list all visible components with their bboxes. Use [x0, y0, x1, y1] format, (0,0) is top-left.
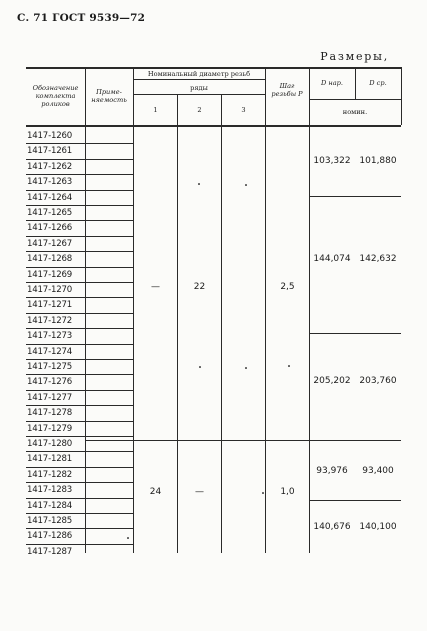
- header-d-nar: D нар.: [321, 79, 343, 87]
- header-nominal-diameter: Номинальный диаметр резьб: [147, 70, 251, 78]
- header-designation: Обозначение комплекта роликов: [32, 84, 79, 108]
- row-code: 1417-1287: [27, 546, 73, 557]
- header-col-divider: [265, 67, 266, 125]
- row-code: 1417-1261: [27, 146, 73, 157]
- group2-series-2: —: [195, 487, 204, 497]
- header-divider: [309, 99, 401, 100]
- group1-pitch: 2,5: [280, 282, 295, 292]
- subgroup-separator: [309, 440, 401, 441]
- scan-dot: [288, 365, 290, 367]
- header-pitch: Шаг резьбы P: [271, 82, 303, 98]
- row-divider: [26, 220, 133, 221]
- header-series: ряды: [190, 84, 208, 92]
- row-divider: [26, 467, 133, 468]
- row-divider: [26, 498, 133, 499]
- row-divider: [26, 513, 133, 514]
- row-divider: [26, 190, 133, 191]
- page-header: С. 71 ГОСТ 9539—72: [17, 12, 146, 24]
- table-top-border: [26, 67, 401, 69]
- row-code: 1417-1275: [27, 362, 73, 372]
- row-code: 1417-1286: [27, 531, 73, 542]
- row-divider: [26, 451, 133, 452]
- scan-dot: [245, 184, 247, 186]
- row-divider: [26, 528, 133, 529]
- subgroup-separator: [309, 500, 401, 501]
- header-series-1: 1: [153, 106, 158, 114]
- row-code: 1417-1267: [27, 238, 73, 249]
- group2-d-nar-2: 140,676: [313, 522, 351, 532]
- row-divider: [26, 267, 133, 268]
- row-divider: [26, 205, 133, 206]
- group-separator: [85, 440, 309, 441]
- row-code: 1417-1264: [27, 192, 73, 203]
- header-applicability: Приме-няемость: [91, 88, 127, 104]
- row-code: 1417-1282: [27, 469, 73, 480]
- header-series-2: 2: [197, 106, 202, 114]
- header-col-divider: [309, 67, 310, 125]
- scan-dot: [262, 492, 264, 494]
- group1-series-1: —: [151, 282, 160, 292]
- row-divider: [26, 344, 133, 345]
- group2-d-sr-1: 93,400: [362, 466, 394, 476]
- group1-series-2: 22: [193, 282, 206, 292]
- group2-pitch: 1,0: [280, 487, 295, 497]
- row-divider: [26, 421, 133, 422]
- scan-dot: [198, 183, 200, 185]
- row-divider: [26, 328, 133, 329]
- row-divider: [26, 282, 133, 283]
- row-code: 1417-1269: [27, 269, 73, 280]
- group2-d-sr-2: 140,100: [359, 522, 397, 532]
- row-code: 1417-1279: [27, 423, 73, 434]
- row-divider: [26, 297, 133, 298]
- scan-dot: [245, 367, 247, 369]
- group1-d-sr-2: 142,632: [359, 254, 397, 264]
- subgroup-separator: [309, 196, 401, 197]
- row-code: 1417-1277: [27, 392, 73, 403]
- row-divider: [26, 374, 133, 375]
- header-divider: [133, 79, 265, 80]
- row-divider: [26, 405, 133, 406]
- header-bottom-border: [26, 125, 401, 127]
- header-nomin: номин.: [342, 108, 368, 116]
- subgroup-separator: [309, 333, 401, 334]
- row-code: 1417-1278: [27, 408, 73, 419]
- row-divider: [26, 436, 133, 437]
- table-right-border: [401, 67, 402, 125]
- group1-d-nar-2: 144,074: [313, 254, 351, 264]
- row-code: 1417-1265: [27, 208, 73, 218]
- row-divider: [26, 143, 133, 144]
- group1-d-sr-3: 203,760: [359, 376, 397, 386]
- row-divider: [26, 313, 133, 314]
- body-col-divider: [221, 125, 222, 553]
- header-d-sr: D ср.: [369, 79, 387, 87]
- header-series-3: 3: [241, 106, 246, 114]
- row-code: 1417-1270: [27, 285, 73, 295]
- row-code: 1417-1285: [27, 516, 73, 526]
- row-divider: [26, 359, 133, 360]
- row-code: 1417-1268: [27, 254, 73, 265]
- row-divider: [26, 482, 133, 483]
- row-code: 1417-1284: [27, 500, 73, 511]
- row-code: 1417-1276: [27, 377, 73, 388]
- row-code: 1417-1263: [27, 177, 73, 188]
- units-label: Размеры,: [320, 50, 389, 63]
- row-code: 1417-1266: [27, 223, 73, 234]
- group2-d-nar-1: 93,976: [316, 466, 348, 476]
- row-divider: [26, 236, 133, 237]
- group1-d-nar-3: 205,202: [313, 376, 351, 386]
- header-divider: [133, 94, 265, 95]
- group1-d-sr-1: 101,880: [359, 156, 397, 166]
- scan-dot: [199, 366, 201, 368]
- row-divider: [26, 174, 133, 175]
- row-code: 1417-1281: [27, 454, 73, 465]
- row-code: 1417-1273: [27, 331, 73, 342]
- group1-d-nar-1: 103,322: [313, 156, 351, 166]
- row-divider: [26, 251, 133, 252]
- body-col-divider: [309, 125, 310, 553]
- row-divider: [26, 544, 133, 545]
- row-divider: [26, 390, 133, 391]
- row-code: 1417-1271: [27, 300, 73, 311]
- row-code: 1417-1262: [27, 161, 73, 172]
- scan-dot: [127, 537, 129, 539]
- row-code: 1417-1280: [27, 439, 73, 449]
- row-code: 1417-1283: [27, 485, 73, 496]
- row-code: 1417-1272: [27, 315, 73, 326]
- group2-series-1: 24: [149, 487, 162, 497]
- row-code: 1417-1260: [27, 131, 73, 141]
- row-code: 1417-1274: [27, 346, 73, 357]
- row-divider: [26, 159, 133, 160]
